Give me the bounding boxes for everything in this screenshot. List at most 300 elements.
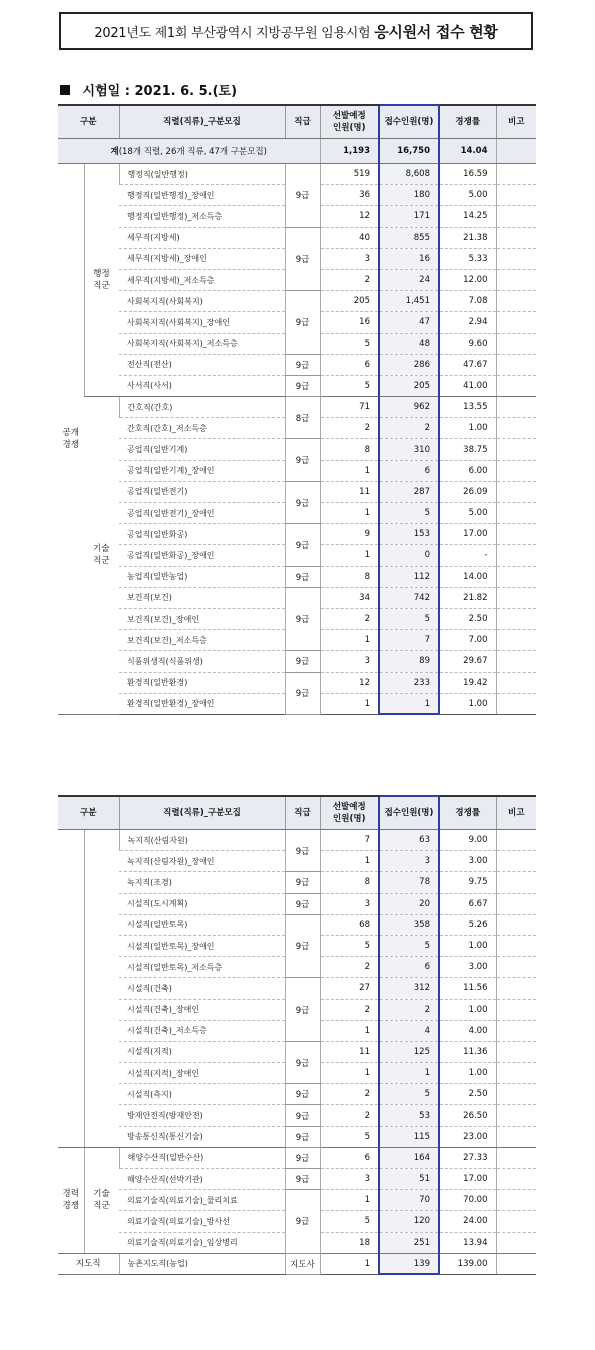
note-cell — [496, 672, 536, 693]
total-planned: 1,193 — [320, 139, 379, 164]
applicants-count: 287 — [379, 481, 439, 502]
job-name: 녹지직(산림자원)_장애인 — [119, 851, 285, 872]
competition-rate: 2.50 — [439, 1084, 496, 1105]
applicants-count: 358 — [379, 914, 439, 935]
grade-cell: 9급 — [285, 227, 320, 291]
planned-count: 2 — [320, 608, 379, 629]
grade-cell: 9급 — [285, 1041, 320, 1083]
job-name: 시설직(측지) — [119, 1084, 285, 1105]
competition-rate: 7.08 — [439, 291, 496, 312]
job-name: 공업직(일반전기)_장애인 — [119, 503, 285, 524]
title-bold: 응시원서 접수 현황 — [374, 22, 498, 41]
header-rate: 경쟁률 — [439, 796, 496, 830]
job-name: 의료기술직(의료기술)_물리치료 — [119, 1190, 285, 1211]
table-row — [58, 651, 536, 672]
job-name: 세무직(지방세)_저소득층 — [119, 269, 285, 290]
applications-table-2 — [58, 795, 536, 1275]
table-row — [58, 1190, 536, 1211]
note-cell — [496, 1190, 536, 1211]
job-name: 보건직(보건) — [119, 587, 285, 608]
table-row — [58, 1253, 536, 1274]
note-cell — [496, 312, 536, 333]
table-row — [58, 397, 536, 418]
competition-rate: 13.94 — [439, 1232, 496, 1253]
planned-count: 11 — [320, 481, 379, 502]
table-row — [58, 164, 536, 185]
note-cell — [496, 291, 536, 312]
note-cell — [496, 851, 536, 872]
applicants-count: 5 — [379, 503, 439, 524]
applicants-count: 63 — [379, 830, 439, 851]
job-name: 사서직(사서) — [119, 375, 285, 396]
total-label: 계(18개 직렬, 26개 직류, 47개 구분모집) — [58, 139, 320, 164]
competition-rate: 70.00 — [439, 1190, 496, 1211]
planned-count: 8 — [320, 439, 379, 460]
competition-rate: - — [439, 545, 496, 566]
applicants-count: 20 — [379, 893, 439, 914]
planned-count: 5 — [320, 333, 379, 354]
applicants-count: 6 — [379, 460, 439, 481]
job-name: 해양수산직(선박기관) — [119, 1169, 285, 1190]
competition-rate: 9.75 — [439, 872, 496, 893]
competition-rate: 1.00 — [439, 418, 496, 439]
note-cell — [496, 164, 536, 185]
grade-cell: 8급 — [285, 397, 320, 439]
competition-rate: 16.59 — [439, 164, 496, 185]
competition-rate: 13.55 — [439, 397, 496, 418]
applicants-count: 8,608 — [379, 164, 439, 185]
competition-rate: 3.00 — [439, 957, 496, 978]
note-cell — [496, 1041, 536, 1062]
competition-rate: 4.00 — [439, 1020, 496, 1041]
category-cell — [58, 830, 84, 1148]
grade-cell: 9급 — [285, 872, 320, 893]
applicants-count: 286 — [379, 354, 439, 375]
applicants-count: 125 — [379, 1041, 439, 1062]
job-name: 행정직(일반행정)_장애인 — [119, 185, 285, 206]
total-row — [58, 139, 536, 164]
applicants-count: 48 — [379, 333, 439, 354]
total-note — [496, 139, 536, 164]
applicants-count: 120 — [379, 1211, 439, 1232]
planned-count: 519 — [320, 164, 379, 185]
planned-count: 1 — [320, 1253, 379, 1274]
competition-rate: 41.00 — [439, 375, 496, 396]
job-name: 녹지직(산림자원) — [119, 830, 285, 851]
applicants-count: 233 — [379, 672, 439, 693]
job-name: 시설직(일반토목)_저소득층 — [119, 957, 285, 978]
table-row — [58, 672, 536, 693]
competition-rate: 17.00 — [439, 1169, 496, 1190]
job-name: 보건직(보건)_장애인 — [119, 608, 285, 629]
planned-count: 1 — [320, 693, 379, 714]
job-name: 간호직(간호) — [119, 397, 285, 418]
job-name: 사회복지직(사회복지)_장애인 — [119, 312, 285, 333]
note-cell — [496, 1147, 536, 1168]
job-name: 시설직(건축)_장애인 — [119, 999, 285, 1020]
grade-cell: 9급 — [285, 1105, 320, 1126]
job-name: 세무직(지방세) — [119, 227, 285, 248]
header-note: 비고 — [496, 796, 536, 830]
competition-rate: 26.50 — [439, 1105, 496, 1126]
applicants-count: 5 — [379, 935, 439, 956]
competition-rate: 14.25 — [439, 206, 496, 227]
grade-cell: 9급 — [285, 978, 320, 1042]
applicants-count: 139 — [379, 1253, 439, 1274]
note-cell — [496, 1253, 536, 1274]
applicants-count: 1 — [379, 1063, 439, 1084]
applicants-count: 310 — [379, 439, 439, 460]
competition-rate: 139.00 — [439, 1253, 496, 1274]
job-name: 공업직(일반기계)_장애인 — [119, 460, 285, 481]
applicants-count: 205 — [379, 375, 439, 396]
planned-count: 205 — [320, 291, 379, 312]
note-cell — [496, 957, 536, 978]
planned-count: 5 — [320, 935, 379, 956]
note-cell — [496, 206, 536, 227]
grade-cell: 9급 — [285, 354, 320, 375]
job-name: 행정직(일반행정)_저소득층 — [119, 206, 285, 227]
grade-cell: 9급 — [285, 672, 320, 714]
applicants-count: 51 — [379, 1169, 439, 1190]
competition-rate: 9.00 — [439, 830, 496, 851]
grade-cell: 9급 — [285, 651, 320, 672]
competition-rate: 5.00 — [439, 503, 496, 524]
applicants-count: 180 — [379, 185, 439, 206]
grade-cell: 9급 — [285, 1190, 320, 1254]
job-name: 식품위생직(식품위생) — [119, 651, 285, 672]
competition-rate: 1.00 — [439, 693, 496, 714]
applicants-count: 115 — [379, 1126, 439, 1147]
job-name: 시설직(일반토목) — [119, 914, 285, 935]
job-name: 공업직(일반전기) — [119, 481, 285, 502]
applicants-count: 312 — [379, 978, 439, 999]
job-name: 시설직(건축)_저소득층 — [119, 1020, 285, 1041]
competition-rate: 5.33 — [439, 248, 496, 269]
note-cell — [496, 418, 536, 439]
planned-count: 1 — [320, 460, 379, 481]
table-row — [58, 893, 536, 914]
applicants-count: 2 — [379, 418, 439, 439]
table-row — [58, 354, 536, 375]
competition-rate: 12.00 — [439, 269, 496, 290]
header-job: 직렬(직류)_구분모집 — [119, 105, 285, 139]
planned-count: 1 — [320, 1190, 379, 1211]
exam-date-heading — [60, 80, 237, 99]
job-name: 공업직(일반기계) — [119, 439, 285, 460]
planned-count: 11 — [320, 1041, 379, 1062]
job-name: 공업직(일반화공) — [119, 524, 285, 545]
note-cell — [496, 914, 536, 935]
note-cell — [496, 1169, 536, 1190]
planned-count: 1 — [320, 630, 379, 651]
note-cell — [496, 1020, 536, 1041]
planned-count: 8 — [320, 566, 379, 587]
planned-count: 8 — [320, 872, 379, 893]
note-cell — [496, 1126, 536, 1147]
planned-count: 71 — [320, 397, 379, 418]
note-cell — [496, 1084, 536, 1105]
planned-count: 12 — [320, 672, 379, 693]
job-name: 공업직(일반화공)_장애인 — [119, 545, 285, 566]
planned-count: 2 — [320, 1105, 379, 1126]
grade-cell: 9급 — [285, 566, 320, 587]
competition-rate: 24.00 — [439, 1211, 496, 1232]
header-rate: 경쟁률 — [439, 105, 496, 139]
subcategory-cell — [84, 830, 119, 1148]
table-row — [58, 1105, 536, 1126]
title-normal: 2021년도 제1회 부산광역시 지방공무원 임용시험 — [94, 25, 371, 41]
job-name: 시설직(건축) — [119, 978, 285, 999]
planned-count: 12 — [320, 206, 379, 227]
note-cell — [496, 693, 536, 714]
planned-count: 68 — [320, 914, 379, 935]
category-cell: 공개 경쟁 — [58, 164, 84, 715]
planned-count: 3 — [320, 893, 379, 914]
planned-count: 7 — [320, 830, 379, 851]
planned-count: 5 — [320, 1211, 379, 1232]
applicants-count: 78 — [379, 872, 439, 893]
table-row — [58, 830, 536, 851]
job-name: 의료기술직(의료기술)_임상병리 — [119, 1232, 285, 1253]
applicants-count: 2 — [379, 999, 439, 1020]
planned-count: 1 — [320, 503, 379, 524]
applicants-count: 16 — [379, 248, 439, 269]
header-category: 구분 — [58, 105, 119, 139]
planned-count: 3 — [320, 651, 379, 672]
planned-count: 16 — [320, 312, 379, 333]
applicants-count: 1 — [379, 693, 439, 714]
job-name: 사회복지직(사회복지)_저소득층 — [119, 333, 285, 354]
job-name: 방송통신직(통신기술) — [119, 1126, 285, 1147]
header-planned: 선발예정 인원(명) — [320, 105, 379, 139]
header-grade: 직급 — [285, 796, 320, 830]
note-cell — [496, 893, 536, 914]
planned-count: 6 — [320, 354, 379, 375]
planned-count: 1 — [320, 1063, 379, 1084]
header-job: 직렬(직류)_구분모집 — [119, 796, 285, 830]
planned-count: 3 — [320, 248, 379, 269]
grade-cell: 9급 — [285, 481, 320, 523]
job-name: 보건직(보건)_저소득층 — [119, 630, 285, 651]
note-cell — [496, 1211, 536, 1232]
applicants-count: 5 — [379, 608, 439, 629]
competition-rate: 6.00 — [439, 460, 496, 481]
note-cell — [496, 397, 536, 418]
competition-rate: 1.00 — [439, 935, 496, 956]
applicants-count: 6 — [379, 957, 439, 978]
competition-rate: 11.36 — [439, 1041, 496, 1062]
job-name: 환경직(일반환경) — [119, 672, 285, 693]
competition-rate: 7.00 — [439, 630, 496, 651]
applicants-count: 153 — [379, 524, 439, 545]
competition-rate: 14.00 — [439, 566, 496, 587]
applicants-count: 742 — [379, 587, 439, 608]
table-row — [58, 481, 536, 502]
applicants-count: 47 — [379, 312, 439, 333]
job-name: 해양수산직(일반수산) — [119, 1147, 285, 1168]
header-grade: 직급 — [285, 105, 320, 139]
table-row — [58, 914, 536, 935]
competition-rate: 9.60 — [439, 333, 496, 354]
applicants-count: 5 — [379, 1084, 439, 1105]
applications-table-1 — [58, 104, 536, 715]
job-name: 간호직(간호)_저소득층 — [119, 418, 285, 439]
note-cell — [496, 566, 536, 587]
table-row — [58, 1126, 536, 1147]
job-name: 환경직(일반환경)_장애인 — [119, 693, 285, 714]
applicants-count: 53 — [379, 1105, 439, 1126]
job-name: 사회복지직(사회복지) — [119, 291, 285, 312]
grade-cell: 9급 — [285, 587, 320, 651]
competition-rate: 1.00 — [439, 999, 496, 1020]
category-cell: 지도직 — [58, 1253, 119, 1274]
applicants-count: 962 — [379, 397, 439, 418]
note-cell — [496, 269, 536, 290]
note-cell — [496, 1105, 536, 1126]
planned-count: 1 — [320, 545, 379, 566]
note-cell — [496, 630, 536, 651]
applicants-count: 251 — [379, 1232, 439, 1253]
table-row — [58, 375, 536, 396]
job-name: 세무직(지방세)_장애인 — [119, 248, 285, 269]
applicants-count: 112 — [379, 566, 439, 587]
job-name: 행정직(일반행정) — [119, 164, 285, 185]
header-category: 구분 — [58, 796, 119, 830]
table-row — [58, 587, 536, 608]
planned-count: 2 — [320, 957, 379, 978]
note-cell — [496, 978, 536, 999]
note-cell — [496, 1063, 536, 1084]
category-cell: 경력 경쟁 — [58, 1147, 84, 1253]
note-cell — [496, 375, 536, 396]
table-row — [58, 227, 536, 248]
grade-cell: 9급 — [285, 375, 320, 396]
applicants-count: 7 — [379, 630, 439, 651]
competition-rate: 5.00 — [439, 185, 496, 206]
planned-count: 2 — [320, 999, 379, 1020]
planned-count: 5 — [320, 1126, 379, 1147]
table-row — [58, 524, 536, 545]
competition-rate: 47.67 — [439, 354, 496, 375]
job-name: 시설직(지적) — [119, 1041, 285, 1062]
header-note: 비고 — [496, 105, 536, 139]
note-cell — [496, 830, 536, 851]
note-cell — [496, 999, 536, 1020]
applicants-count: 855 — [379, 227, 439, 248]
planned-count: 27 — [320, 978, 379, 999]
grade-cell: 지도사 — [285, 1253, 320, 1274]
applicants-count: 164 — [379, 1147, 439, 1168]
subcategory-cell: 기술 직군 — [84, 1147, 119, 1253]
note-cell — [496, 460, 536, 481]
note-cell — [496, 481, 536, 502]
square-bullet-icon — [60, 85, 70, 95]
table-row — [58, 1169, 536, 1190]
grade-cell: 9급 — [285, 439, 320, 481]
competition-rate: 2.94 — [439, 312, 496, 333]
note-cell — [496, 651, 536, 672]
competition-rate: 2.50 — [439, 608, 496, 629]
exam-date-value: : 2021. 6. 5.(토) — [124, 84, 238, 99]
table-row — [58, 1147, 536, 1168]
planned-count: 3 — [320, 1169, 379, 1190]
document-title — [59, 12, 533, 50]
competition-rate: 29.67 — [439, 651, 496, 672]
competition-rate: 17.00 — [439, 524, 496, 545]
job-name: 시설직(도시계획) — [119, 893, 285, 914]
planned-count: 6 — [320, 1147, 379, 1168]
note-cell — [496, 439, 536, 460]
applicants-count: 171 — [379, 206, 439, 227]
note-cell — [496, 333, 536, 354]
note-cell — [496, 227, 536, 248]
competition-rate: 19.42 — [439, 672, 496, 693]
subcategory-cell: 기술 직군 — [84, 397, 119, 715]
grade-cell: 9급 — [285, 164, 320, 228]
table-row — [58, 566, 536, 587]
table-row — [58, 872, 536, 893]
note-cell — [496, 872, 536, 893]
note-cell — [496, 248, 536, 269]
note-cell — [496, 587, 536, 608]
subcategory-cell: 행정 직군 — [84, 164, 119, 397]
job-name: 시설직(지적)_장애인 — [119, 1063, 285, 1084]
applicants-count: 0 — [379, 545, 439, 566]
grade-cell: 9급 — [285, 893, 320, 914]
job-name: 의료기술직(의료기술)_방사선 — [119, 1211, 285, 1232]
table-row — [58, 1041, 536, 1062]
note-cell — [496, 185, 536, 206]
applicants-count: 24 — [379, 269, 439, 290]
job-name: 방재안전직(방재안전) — [119, 1105, 285, 1126]
job-name: 농촌지도직(농업) — [119, 1253, 285, 1274]
note-cell — [496, 354, 536, 375]
table-row — [58, 1084, 536, 1105]
competition-rate: 26.09 — [439, 481, 496, 502]
planned-count: 1 — [320, 851, 379, 872]
competition-rate: 1.00 — [439, 1063, 496, 1084]
total-applicants: 16,750 — [379, 139, 439, 164]
applicants-count: 1,451 — [379, 291, 439, 312]
competition-rate: 6.67 — [439, 893, 496, 914]
grade-cell: 9급 — [285, 1147, 320, 1168]
header-applicants: 접수인원(명) — [379, 105, 439, 139]
planned-count: 2 — [320, 1084, 379, 1105]
applicants-count: 4 — [379, 1020, 439, 1041]
planned-count: 34 — [320, 587, 379, 608]
job-name: 농업직(일반농업) — [119, 566, 285, 587]
grade-cell: 9급 — [285, 1169, 320, 1190]
competition-rate: 23.00 — [439, 1126, 496, 1147]
planned-count: 2 — [320, 269, 379, 290]
planned-count: 1 — [320, 1020, 379, 1041]
job-name: 전산직(전산) — [119, 354, 285, 375]
competition-rate: 3.00 — [439, 851, 496, 872]
planned-count: 5 — [320, 375, 379, 396]
header-applicants: 접수인원(명) — [379, 796, 439, 830]
job-name: 녹지직(조경) — [119, 872, 285, 893]
applicants-count: 89 — [379, 651, 439, 672]
applicants-count: 3 — [379, 851, 439, 872]
planned-count: 2 — [320, 418, 379, 439]
grade-cell: 9급 — [285, 830, 320, 872]
job-name: 시설직(일반토목)_장애인 — [119, 935, 285, 956]
applicants-count: 70 — [379, 1190, 439, 1211]
note-cell — [496, 503, 536, 524]
competition-rate: 11.56 — [439, 978, 496, 999]
note-cell — [496, 524, 536, 545]
